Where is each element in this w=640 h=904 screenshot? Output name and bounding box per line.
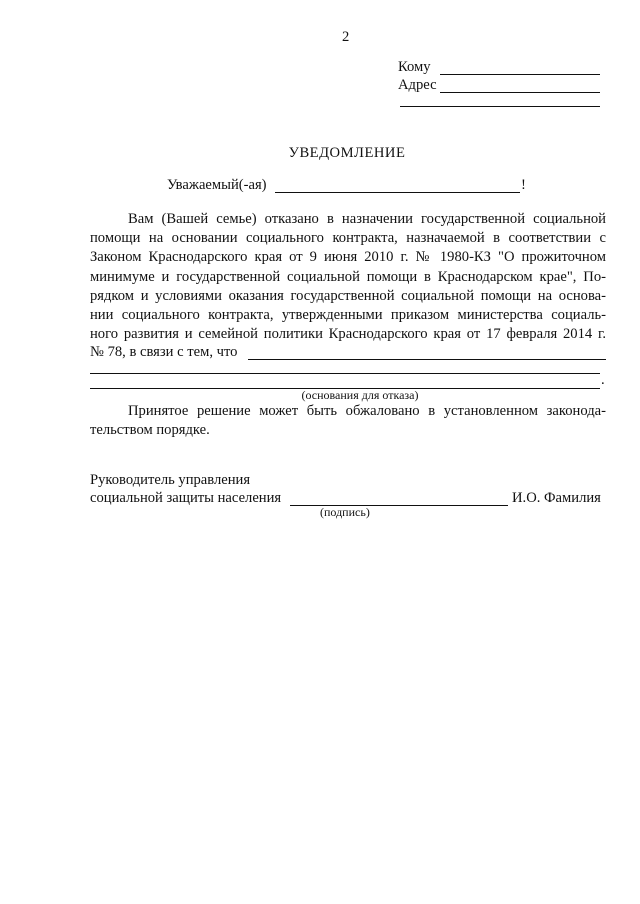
reason-end-dot: . bbox=[601, 372, 605, 388]
document-title: УВЕДОМЛЕНИЕ bbox=[288, 145, 406, 161]
reason-line-1 bbox=[248, 359, 606, 360]
body-last-line: № 78, в связи с тем, что bbox=[90, 344, 238, 360]
body-line-4: минимуме и государственной социальной помощи в Краснодарском крае", По- bbox=[90, 268, 606, 285]
reason-caption: (основания для отказа) bbox=[301, 388, 419, 402]
signature-position-line-1: Руководитель управления bbox=[90, 472, 251, 488]
signature-name: И.О. Фамилия bbox=[512, 490, 601, 506]
greeting-prefix: Уважаемый(-ая) bbox=[167, 177, 267, 193]
recipient-to-line bbox=[440, 74, 600, 75]
body-line-2: помощи на основании социального контракта, назначаемой в соответствии с bbox=[90, 230, 606, 247]
greeting-suffix: ! bbox=[521, 177, 526, 193]
recipient-address-line bbox=[440, 92, 600, 93]
appeal-paragraph bbox=[90, 402, 606, 440]
signature-caption: (подпись) bbox=[320, 505, 370, 519]
body-line-3: Законом Краснодарского края от 9 июня 2010 г. № 1980-КЗ "О прожиточном bbox=[90, 249, 606, 266]
reason-line-2 bbox=[90, 373, 600, 374]
appeal-line-2: тельством порядке. bbox=[90, 422, 210, 439]
body-line-1: Вам (Вашей семье) отказано в назначении государственной социальной bbox=[128, 211, 606, 227]
greeting-name-line bbox=[275, 192, 520, 193]
body-line-6: нии социального контракта, утвержденными приказом министерства социаль- bbox=[90, 307, 606, 324]
recipient-address-label: Адрес bbox=[398, 77, 437, 93]
body-paragraph bbox=[90, 210, 606, 344]
recipient-to-label: Кому bbox=[398, 59, 431, 75]
signature-position-line-2: социальной защиты населения bbox=[90, 490, 282, 506]
page-number: 2 bbox=[342, 29, 350, 45]
body-line-5: рядком и условиями оказания государственной социальной помощи на основа- bbox=[90, 287, 606, 304]
body-line-7: ного развития и семейной политики Краснодарского края от 17 февраля 2014 г. bbox=[90, 326, 606, 343]
recipient-address-line-2 bbox=[400, 106, 600, 107]
appeal-line-1: Принятое решение может быть обжаловано в установленном законода- bbox=[128, 403, 606, 419]
